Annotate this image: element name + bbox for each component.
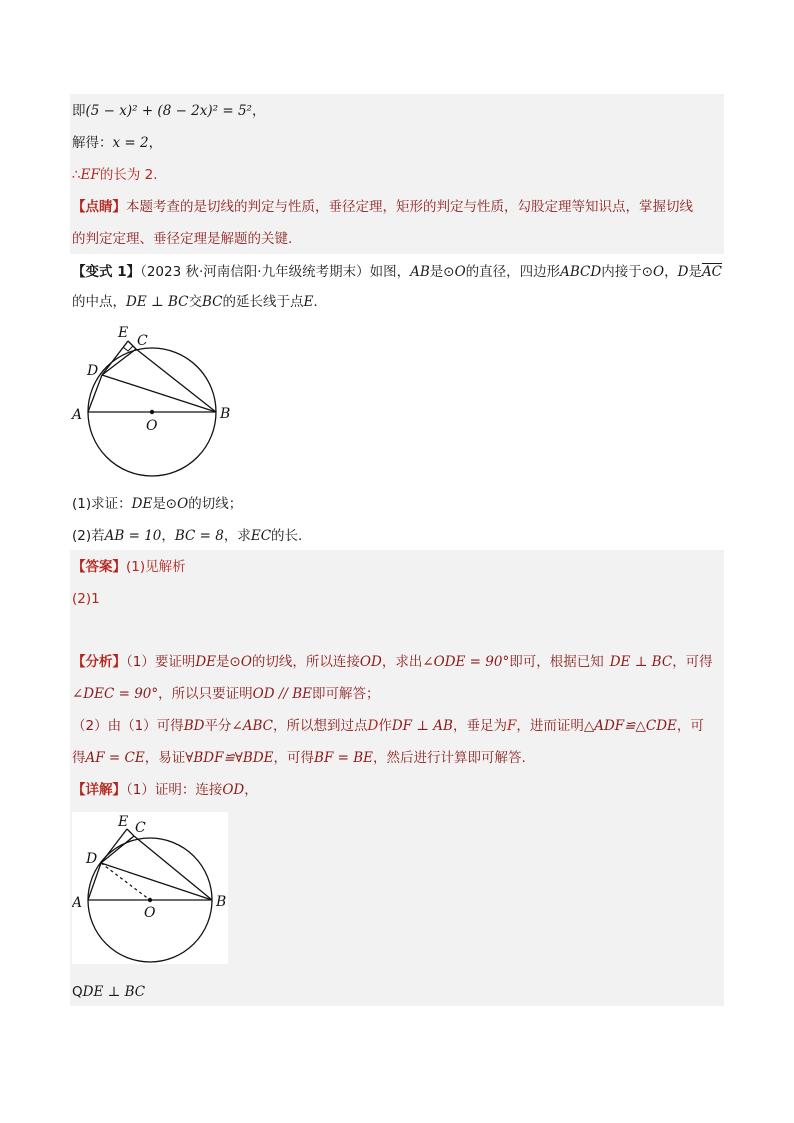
segment-ec bbox=[127, 829, 134, 836]
label-e: E bbox=[118, 325, 129, 341]
question-2: (2)若AB = 10，BC = 8，求EC的长. bbox=[72, 528, 303, 544]
center-dot bbox=[150, 410, 154, 414]
right-angle-mark bbox=[123, 346, 133, 351]
result-line: ∴EF的长为 2. bbox=[72, 167, 158, 183]
question-1: (1)求证：DE是⊙O的切线； bbox=[72, 496, 243, 512]
label-a: A bbox=[72, 895, 83, 911]
equation-line: 即(5 − x)² + (8 − 2x)² = 5²， bbox=[72, 103, 266, 119]
geometry-figure-2 bbox=[72, 812, 228, 964]
label-b: B bbox=[216, 894, 227, 910]
analysis-line-1: 【分析】（1）要证明DE是⊙O的切线，所以连接OD，求出∠ODE = 90°即可，根据已知 DE ⊥ BC，可得 bbox=[72, 654, 713, 670]
analysis-line-2: ∠DEC = 90°，所以只要证明OD // BE即可解答； bbox=[72, 686, 380, 702]
label-d: D bbox=[87, 363, 99, 379]
segment-dc bbox=[101, 836, 134, 863]
label-o: O bbox=[146, 418, 158, 434]
dianjing-line-2: 的判定定理、垂径定理是解题的关键. bbox=[72, 231, 293, 247]
answer-line-2: (2)1 bbox=[72, 591, 100, 607]
geometry-figure-1 bbox=[70, 320, 240, 485]
dianjing-line-1: 【点睛】本题考查的是切线的判定与性质，垂径定理，矩形的判定与性质，勾股定理等知识点，掌握切线 bbox=[72, 199, 693, 215]
detail-line-2: QDE ⊥ BC bbox=[72, 984, 146, 1000]
segment-od-dashed bbox=[101, 863, 150, 900]
answer-line-1: 【答案】(1)见解析 bbox=[72, 559, 186, 575]
label-d: D bbox=[86, 851, 98, 867]
analysis-line-4: 得AF = CE，易证∀BDF≌∀BDE，可得BF = BE，然后进行计算即可解答. bbox=[72, 750, 526, 766]
label-c: C bbox=[137, 333, 148, 349]
label-a: A bbox=[72, 407, 83, 423]
segment-cb bbox=[134, 836, 212, 900]
label-b: B bbox=[220, 406, 231, 422]
analysis-line-3: （2）由（1）可得BD平分∠ABC，所以想到过点D作DF ⊥ AB，垂足为F，进而证明△ADF≌△CDE，可 bbox=[72, 718, 704, 734]
segment-db bbox=[102, 375, 216, 412]
segment-ec bbox=[128, 341, 136, 349]
center-dot bbox=[148, 898, 152, 902]
segment-cb bbox=[136, 349, 216, 412]
solve-line: 解得：x = 2， bbox=[72, 135, 163, 151]
label-e: E bbox=[118, 814, 129, 830]
detail-line-1: 【详解】（1）证明：连接OD， bbox=[72, 782, 258, 798]
segment-db bbox=[101, 863, 212, 900]
label-c: C bbox=[135, 820, 146, 836]
segment-de bbox=[101, 829, 127, 863]
segment-ad bbox=[88, 863, 101, 900]
problem-line-2: 的中点，DE ⊥ BC交BC的延长线于点E. bbox=[72, 294, 318, 310]
problem-line-1: 【变式 1】（2023 秋·河南信阳·九年级统考期末）如图，AB是⊙O的直径，四边形ABCD内接于⊙O，D是$\overline{AC}$ bbox=[72, 264, 723, 280]
label-o: O bbox=[144, 905, 156, 921]
